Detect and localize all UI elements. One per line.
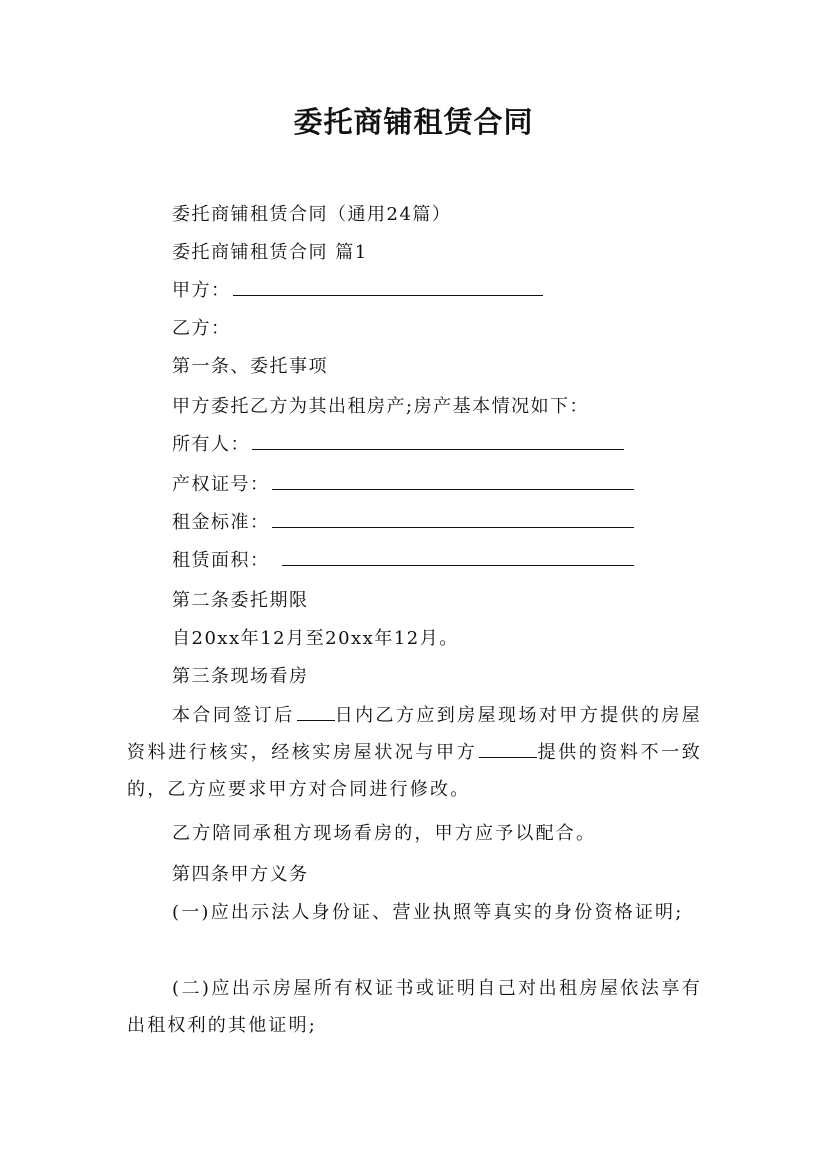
- article-3-p1-part-a: 本合同签订后: [172, 705, 295, 726]
- article-2-heading: 第二条委托期限: [172, 590, 309, 611]
- rent-standard-blank: [272, 525, 634, 528]
- owner-blank: [252, 447, 624, 450]
- article-4-heading: 第四条甲方义务: [172, 864, 309, 885]
- party-a-blank: [233, 293, 543, 296]
- article-1-heading: 第一条、委托事项: [172, 356, 328, 377]
- document-title: 委托商铺租赁合同: [293, 105, 534, 139]
- party-a-line: [172, 276, 543, 302]
- area-line: [172, 546, 634, 572]
- owner-label: 所有人：: [172, 434, 250, 455]
- article-4-item-2: (二)应出示房屋所有权证书或证明自己对出租房屋依法享有出租权利的其他证明;: [127, 978, 702, 1036]
- owner-line: [172, 430, 624, 456]
- article-3-p1-part-c: 提供的资料不一致的，乙方应要求甲方对合同进行修改。: [127, 742, 702, 800]
- article-3-paragraph-2: 乙方陪同承租方现场看房的，甲方应予以配合。: [172, 823, 597, 844]
- area-label: 租赁面积：: [172, 550, 270, 571]
- article-2-body: 自20xx年12月至20xx年12月。: [172, 628, 459, 649]
- article-4-item-1: (一)应出示法人身份证、营业执照等真实的身份资格证明;: [172, 902, 684, 923]
- cert-no-blank: [272, 487, 634, 490]
- article-3-paragraph-1: [127, 697, 702, 808]
- party-b-label: 乙方：: [172, 318, 231, 339]
- party-a-label: 甲方：: [172, 280, 231, 301]
- area-blank: [282, 563, 634, 566]
- article-3-p1-part-b: 日内乙方应到房屋现场对甲方提供的房屋资料进行核实，经核实房屋状况与甲方: [127, 705, 702, 763]
- cert-no-line: [172, 470, 634, 496]
- days-blank: [297, 718, 335, 721]
- cert-no-label: 产权证号：: [172, 474, 270, 495]
- party-b-line: [172, 314, 231, 340]
- party-a-provide-blank: [479, 755, 537, 758]
- article-1-body: 甲方委托乙方为其出租房产;房产基本情况如下：: [172, 396, 590, 417]
- contract-subtitle: 委托商铺租赁合同（通用24篇）: [172, 204, 452, 225]
- section-heading: 委托商铺租赁合同 篇1: [172, 242, 368, 263]
- rent-standard-label: 租金标准：: [172, 512, 270, 533]
- article-3-heading: 第三条现场看房: [172, 666, 309, 687]
- rent-standard-line: [172, 508, 634, 534]
